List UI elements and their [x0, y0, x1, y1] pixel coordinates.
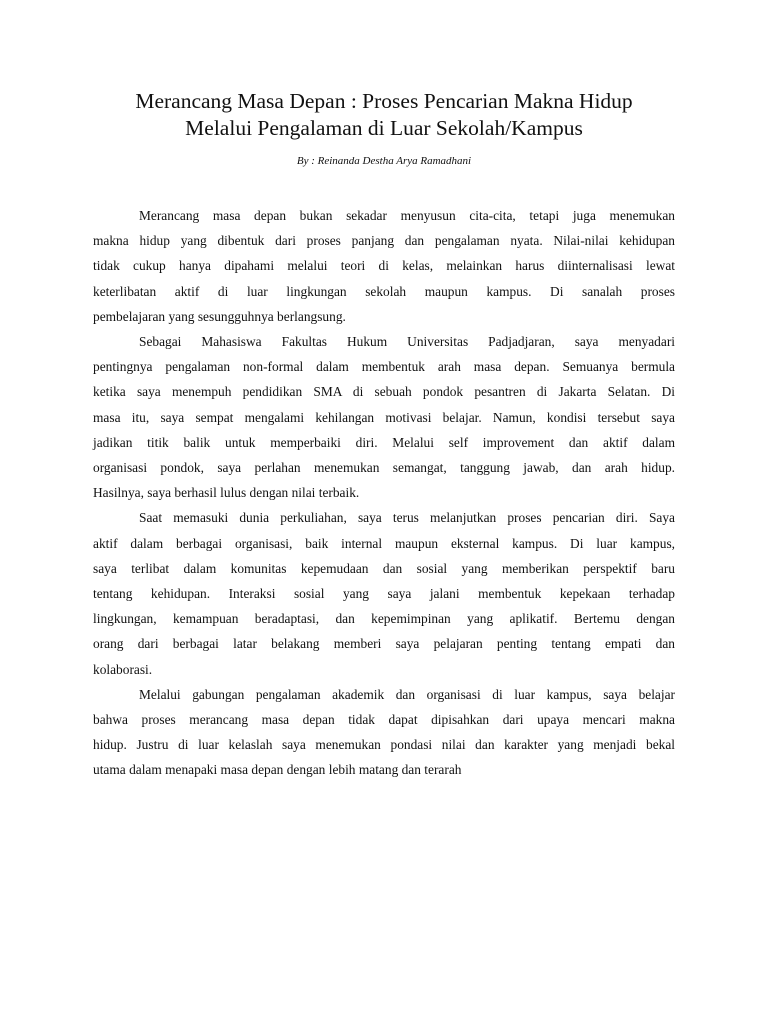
text-line: organisasi pondok, saya perlahan menemukan semangat, tanggung jawab, dan arah hidup. — [93, 460, 675, 476]
text-line: kolaborasi. — [93, 661, 153, 677]
text-line: makna hidup yang dibentuk dari proses panjang dan pengalaman nyata. Nilai-nilai kehidupan — [93, 233, 675, 249]
text-line: masa itu, saya sempat mengalami kehilangan motivasi belajar. Namun, kondisi tersebut saya — [93, 409, 675, 425]
text-line: hidup. Justru di luar kelaslah saya menemukan pondasi nilai dan karakter yang menjadi bekal — [93, 737, 675, 753]
text-line: lingkungan, kemampuan beradaptasi, dan kepemimpinan yang aplikatif. Bertemu dengan — [93, 611, 675, 627]
text-line: Hasilnya, saya berhasil lulus dengan nilai terbaik. — [93, 485, 360, 501]
text-line: saya terlibat dalam komunitas kepemudaan dan sosial yang memberikan perspektif baru — [93, 560, 675, 576]
text-line: Saat memasuki dunia perkuliahan, saya terus melanjutkan proses pencarian diri. Saya — [139, 510, 675, 526]
author-byline: By : Reinanda Destha Arya Ramadhani — [296, 155, 472, 167]
text-line: keterlibatan aktif di luar lingkungan sekolah maupun kampus. Di sanalah proses — [93, 283, 675, 299]
text-line: tidak cukup hanya dipahami melalui teori di kelas, melainkan harus diinternalisasi lewat — [93, 258, 675, 274]
paragraph — [93, 329, 675, 505]
text-line: bahwa proses merancang masa depan tidak dapat dipisahkan dari upaya mencari makna — [93, 712, 675, 728]
text-line: aktif dalam berbagai organisasi, baik internal maupun eksternal kampus. Di luar kampus, — [93, 535, 675, 551]
document-title — [90, 88, 678, 142]
text-line: orang dari berbagai latar belakang memberi saya pelajaran penting tentang empati dan — [93, 636, 675, 652]
paragraph — [93, 505, 675, 681]
title-line-1: Merancang Masa Depan : Proses Pencarian Makna Hidup — [135, 89, 633, 113]
paragraph — [93, 203, 675, 329]
text-line: pembelajaran yang sesungguhnya berlangsung. — [93, 308, 346, 324]
text-line: Merancang masa depan bukan sekadar menyusun cita-cita, tetapi juga menemukan — [139, 208, 675, 223]
text-line: tentang kehidupan. Interaksi sosial yang saya jalani membentuk kepekaan terhadap — [93, 586, 675, 602]
text-line: pentingnya pengalaman non-formal dalam membentuk arah masa depan. Semuanya bermula — [93, 359, 675, 375]
text-line: Sebagai Mahasiswa Fakultas Hukum Universitas Padjadjaran, saya menyadari — [139, 334, 675, 350]
document-body — [93, 203, 675, 783]
text-line: ketika saya menempuh pendidikan SMA di sebuah pondok pesantren di Jakarta Selatan. Di — [93, 384, 675, 400]
text-line: utama dalam menapaki masa depan dengan lebih matang dan terarah — [93, 762, 462, 778]
paragraph — [93, 682, 675, 783]
text-line: jadikan titik balik untuk memperbaiki diri. Melalui self improvement dan aktif dalam — [93, 434, 675, 450]
text-line: Melalui gabungan pengalaman akademik dan organisasi di luar kampus, saya belajar — [139, 686, 675, 702]
title-line-2: Melalui Pengalaman di Luar Sekolah/Kampus — [185, 116, 583, 140]
